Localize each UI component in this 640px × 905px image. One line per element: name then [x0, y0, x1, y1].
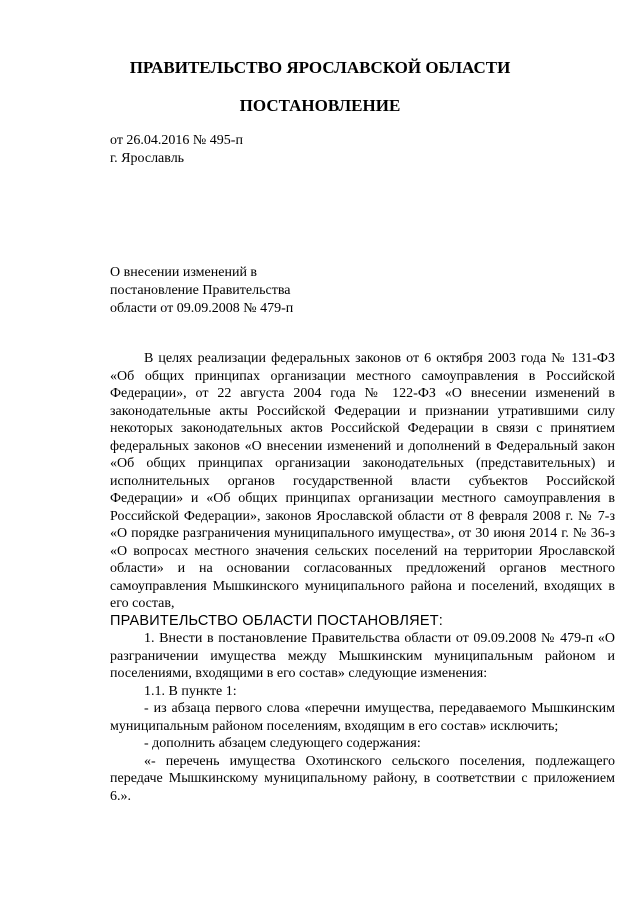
- preamble-paragraph: В целях реализации федеральных законов от 6 октября 2003 года № 131-ФЗ «Об общих принципах организации местного самоуправления в Российской Федерации», от 22 августа 2004 года № 122-ФЗ «О внесении изменений в законодательные акты Российской Федерации и признании утратившими силу некоторых законодательных актов Российской Федерации в связи с принятием федеральных законов «О внесении изменений и дополнений в Федеральный закон «Об общих принципах организации законодательных (представительных) и исполнительных органов государственной власти субъектов Российской Федерации» и «Об общих принципах организации местного самоуправления в Российской Федерации», законов Ярославской области от 8 февраля 2008 г. № 7-з «О порядке разграничения муниципального имущества», от 30 июня 2014 г. № 36-з «О вопросах местного значения сельских поселений на территории Ярославской области» и на основании согласованных предложений органов местного самоуправления Мышкинского муниципального района и поселений, входящих в его состав,: [110, 351, 615, 611]
- item-1-1-b-paragraph: - дополнить абзацем следующего содержания:: [144, 736, 421, 751]
- subject-line-1: О внесении изменений в: [110, 265, 258, 280]
- item-1-paragraph: 1. Внести в постановление Правительства области от 09.09.2008 № 479-п «О разграничении имущества между Мышкинским муниципальным районом и поселениями, входящими в его состав» следующие изменения:: [110, 631, 615, 681]
- document-body: [110, 350, 615, 805]
- document-meta: [110, 132, 243, 168]
- document-subject: [110, 264, 293, 318]
- item-1-1-c-paragraph: «- перечень имущества Охотинского сельского поселения, подлежащего передаче Мышкинскому муниципальному району, в соответствии с приложением 6.».: [110, 753, 615, 804]
- authority-title: ПРАВИТЕЛЬСТВО ЯРОСЛАВСКОЙ ОБЛАСТИ: [129, 58, 511, 77]
- subject-line-2: постановление Правительства: [110, 283, 291, 298]
- city: г. Ярославль: [110, 151, 185, 166]
- subject-line-3: области от 09.09.2008 № 479-п: [110, 301, 294, 316]
- item-1-1-paragraph: 1.1. В пункте 1:: [144, 683, 237, 699]
- date-number: от 26.04.2016 № 495-п: [110, 133, 243, 148]
- item-1-1-a-paragraph: - из абзаца первого слова «перечни имущества, передаваемого Мышкинским муниципальным районом поселениям, входящим в его состав» исключить;: [110, 701, 615, 734]
- decree-line: ПРАВИТЕЛЬСТВО ОБЛАСТИ ПОСТАНОВЛЯЕТ:: [110, 612, 443, 629]
- document-type-title: ПОСТАНОВЛЕНИЕ: [239, 96, 401, 115]
